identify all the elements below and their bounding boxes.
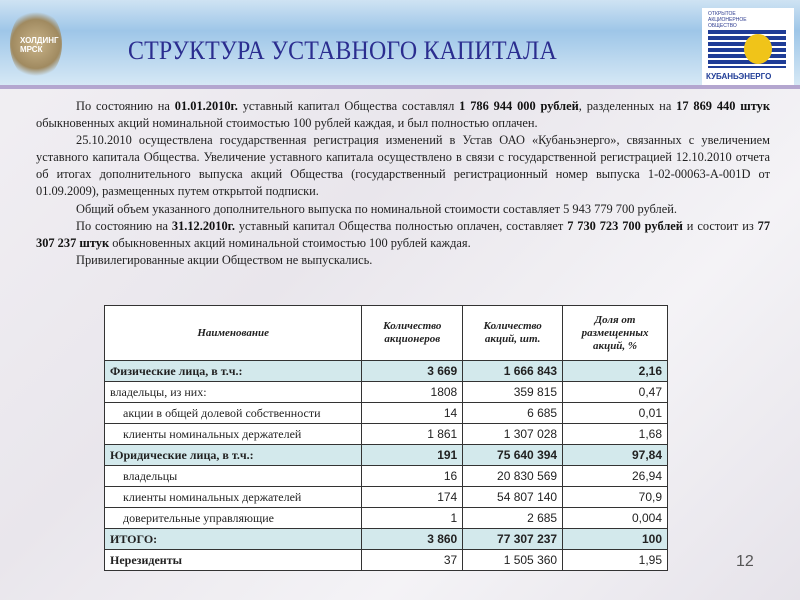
paragraph: 25.10.2010 осуществлена государственная регистрация изменений в Устав ОАО «Кубаньэнерго», связанных с увеличением уставного капитала Общества. Увеличение уставного капитала осуществлено в связи с государственной регистрацией 12.10.2010 отчета об итогах дополнительного выпуска акций Общества (государственный регистрационный номер выпуска 1-02-00063-А-001D от 01.09.2009), размещенных путем открытой подписки. [36,133,770,199]
paragraph: По состоянию на 01.01.2010г. уставный капитал Общества составлял 1 786 944 000 рублей, разделенных на 17 869 440 штук обыкновенных акций номинальной стоимостью 100 рублей каждая, и был полностью оплачен. [36,99,771,131]
table-row [105,361,668,382]
column-header: Наименование [105,306,362,361]
row-label: ИТОГО: [105,529,362,550]
cell-value: 3 669 [362,361,463,382]
mrsk-holding-logo: ХОЛДИНГ МРСК [10,8,62,80]
cell-value: 1 861 [362,424,463,445]
cell-value: 97,84 [563,445,668,466]
row-label: Нерезиденты [105,550,362,571]
cell-value: 75 640 394 [463,445,563,466]
cell-value: 37 [362,550,463,571]
cell-value: 1808 [362,382,463,403]
row-label: владельцы [105,466,362,487]
table-row [105,508,668,529]
table-row [105,487,668,508]
row-label: владельцы, из них: [105,382,362,403]
cell-value: 359 815 [463,382,563,403]
cell-value: 2 685 [463,508,563,529]
column-header: Количество акций, шт. [463,306,563,361]
cell-value: 6 685 [463,403,563,424]
cell-value: 1 [362,508,463,529]
table-row [105,382,668,403]
header-divider [0,85,800,89]
cell-value: 77 307 237 [463,529,563,550]
row-label: клиенты номинальных держателей [105,487,362,508]
cell-value: 1 505 360 [463,550,563,571]
column-header: Доля от размещенных акций, % [563,306,668,361]
row-label: доверительные управляющие [105,508,362,529]
cell-value: 100 [563,529,668,550]
body-text [36,98,770,269]
cell-value: 1,95 [563,550,668,571]
table-row [105,466,668,487]
paragraph: По состоянию на 31.12.2010г. уставный капитал Общества полностью оплачен, составляет 7 730 723 700 рублей и состоит из 77 307 237 штук обыкновенных акций номинальной стоимостью 100 рублей каждая. [36,218,771,250]
slide-title: СТРУКТУРА УСТАВНОГО КАПИТАЛА [128,36,557,65]
cell-value: 1,68 [563,424,668,445]
shareholder-structure-table [104,305,668,571]
table-row [105,529,668,550]
row-label: Физические лица, в т.ч.: [105,361,362,382]
cell-value: 0,01 [563,403,668,424]
table-row [105,424,668,445]
cell-value: 26,94 [563,466,668,487]
cell-value: 2,16 [563,361,668,382]
cell-value: 3 860 [362,529,463,550]
cell-value: 0,47 [563,382,668,403]
paragraph: Привилегированные акции Обществом не выпускались. [76,252,373,267]
cell-value: 14 [362,403,463,424]
paragraph: Общий объем указанного дополнительного выпуска по номинальной стоимости составляет 5 943 779 700 рублей. [76,201,677,216]
row-label: акции в общей долевой собственности [105,403,362,424]
kubanenergo-emblem-icon [708,30,786,68]
row-label: клиенты номинальных держателей [105,424,362,445]
cell-value: 16 [362,466,463,487]
cell-value: 174 [362,487,463,508]
table-row [105,550,668,571]
slide-header [0,0,800,88]
cell-value: 70,9 [563,487,668,508]
cell-value: 20 830 569 [463,466,563,487]
cell-value: 54 807 140 [463,487,563,508]
cell-value: 1 307 028 [463,424,563,445]
table-row [105,403,668,424]
page-number: 12 [736,553,754,570]
table-row [105,445,668,466]
kubanenergo-logo: ОТКРЫТОЕ АКЦИОНЕРНОЕ ОБЩЕСТВО КУБАНЬЭНЕРГО [702,8,794,86]
row-label: Юридические лица, в т.ч.: [105,445,362,466]
column-header: Количество акционеров [362,306,463,361]
cell-value: 191 [362,445,463,466]
cell-value: 0,004 [563,508,668,529]
cell-value: 1 666 843 [463,361,563,382]
